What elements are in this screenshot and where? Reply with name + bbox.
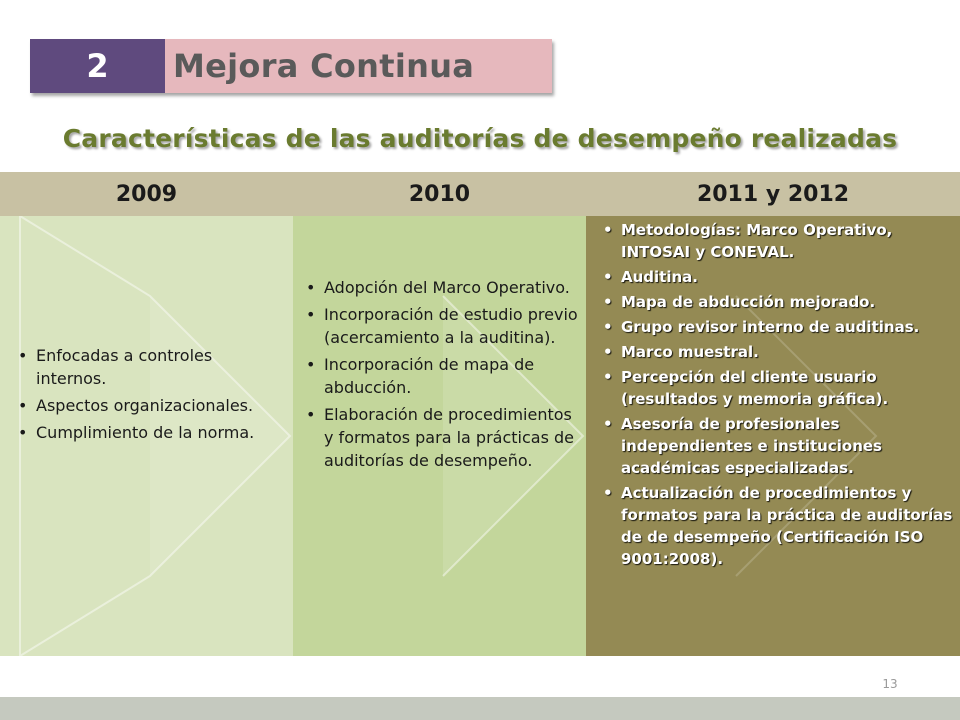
- list-item: • Elaboración de procedimientos y formatos para la prácticas de auditorías de desempeño.: [306, 403, 578, 472]
- column-2009: [0, 216, 293, 656]
- list-item: • Actualización de procedimientos y formatos para la práctica de auditorías de de desempeño (Certificación ISO 9001:2008).: [603, 482, 955, 570]
- list-item: • Asesoría de profesionales independientes e instituciones académicas especializadas.: [603, 413, 955, 479]
- year-2010-heading: 2010: [408, 181, 471, 207]
- list-item: • Metodologías: Marco Operativo, INTOSAI y CONEVAL.: [603, 219, 955, 263]
- list-item: • Cumplimiento de la norma.: [18, 421, 278, 444]
- list-item: • Aspectos organizacionales.: [18, 394, 278, 417]
- list-2011-2012: [603, 219, 955, 573]
- list-item: • Incorporación de estudio previo (acercamiento a la auditina).: [306, 303, 578, 349]
- list-2010: [306, 276, 578, 476]
- list-item: • Adopción del Marco Operativo.: [306, 276, 578, 299]
- section-header: [30, 39, 552, 93]
- list-2009: [18, 344, 278, 448]
- list-item: • Percepción del cliente usuario (resultados y memoria gráfica).: [603, 366, 955, 410]
- footer-band: [0, 697, 960, 720]
- footer-area: [0, 656, 960, 697]
- list-item: • Incorporación de mapa de abducción.: [306, 353, 578, 399]
- page-number: 13: [882, 677, 898, 691]
- column-2011-2012: [586, 216, 960, 656]
- list-item: • Enfocadas a controles internos.: [18, 344, 278, 390]
- section-number: 2: [30, 39, 165, 93]
- list-item: • Auditina.: [603, 266, 955, 288]
- list-item: • Mapa de abducción mejorado.: [603, 291, 955, 313]
- year-2011-2012-heading: 2011 y 2012: [696, 181, 850, 207]
- slide-subtitle: Características de las auditorías de desempeño realizadas: [62, 124, 898, 153]
- list-item: • Marco muestral.: [603, 341, 955, 363]
- year-header-strip: [0, 172, 960, 216]
- column-2010: [293, 216, 586, 656]
- section-title: Mejora Continua: [165, 39, 552, 93]
- list-item: • Grupo revisor interno de auditinas.: [603, 316, 955, 338]
- year-2009-heading: 2009: [115, 181, 178, 207]
